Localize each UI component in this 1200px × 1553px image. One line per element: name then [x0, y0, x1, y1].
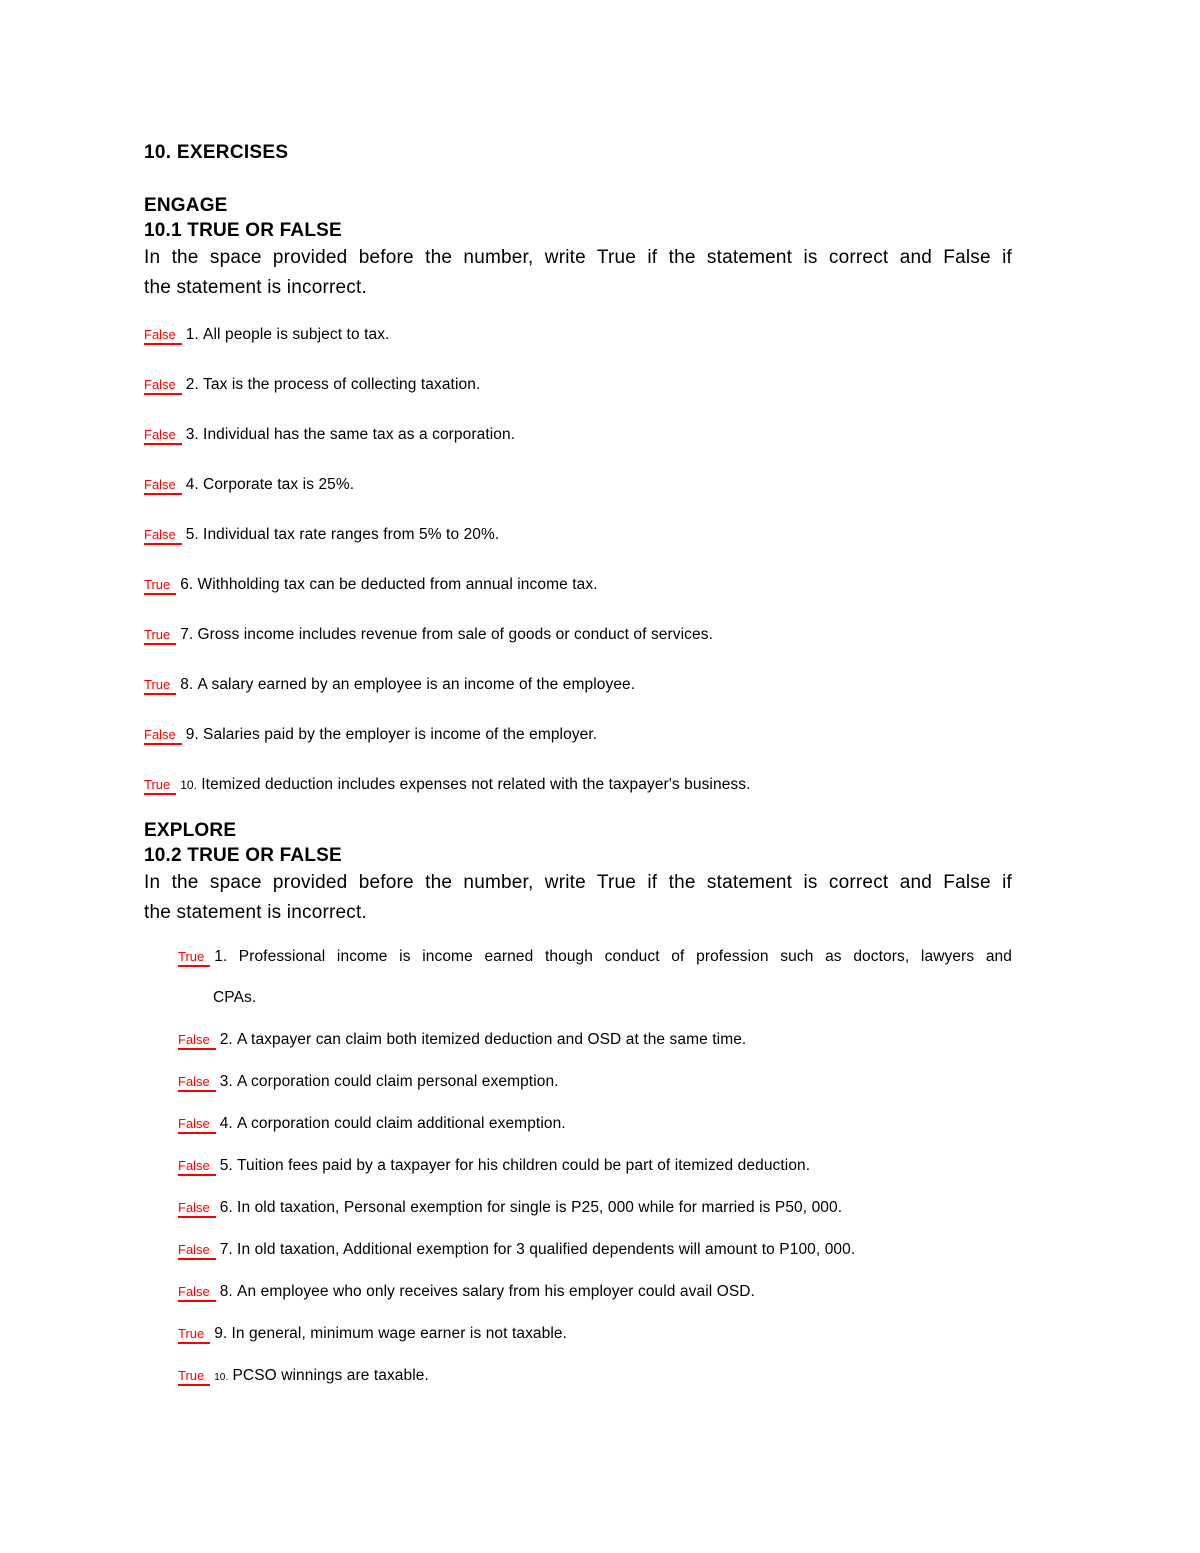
statement-number: 5. — [219, 1157, 233, 1174]
answer-blank: False — [178, 1284, 216, 1302]
statement-row — [144, 475, 1012, 495]
answer-blank: True — [144, 777, 176, 795]
statement-row — [144, 325, 1012, 345]
page-title: 10. EXERCISES — [144, 142, 289, 163]
answer-blank: False — [178, 1242, 216, 1260]
statement-number: 7. — [219, 1241, 233, 1258]
statement-text: Tax is the process of collecting taxation. — [203, 376, 481, 393]
section-explore — [144, 818, 1012, 1388]
instructions-line2: the statement is incorrect. — [144, 902, 367, 923]
statement-number: 8. — [219, 1283, 233, 1300]
section-subheading: 10.2 TRUE OR FALSE — [144, 845, 342, 866]
statement-text: In old taxation, Additional exemption for 3 qualified dependents will amount to P100, 000. — [237, 1241, 856, 1258]
statement-text: A taxpayer can claim both itemized deduction and OSD at the same time. — [237, 1031, 747, 1048]
answer-blank: False — [178, 1116, 216, 1134]
answer-blank: True — [178, 949, 210, 967]
answer-blank: False — [178, 1200, 216, 1218]
statement-text: Itemized deduction includes expenses not related with the taxpayer's business. — [201, 776, 751, 793]
answer-blank: True — [144, 577, 176, 595]
statement-row — [178, 1282, 1012, 1302]
statement-number: 1. — [185, 326, 199, 343]
answer-blank: True — [144, 677, 176, 695]
answer-blank: False — [144, 727, 182, 745]
statement-row — [178, 1030, 1012, 1050]
answer-blank: True — [144, 627, 176, 645]
statement-row — [178, 1156, 1012, 1176]
statement-number: 9. — [185, 726, 199, 743]
answer-blank: False — [144, 427, 182, 445]
statement-number: 9. — [214, 1325, 228, 1342]
instructions-line1: In the space provided before the number, write True if the statement is correct and False if — [144, 247, 1012, 268]
statement-text: Salaries paid by the employer is income of the employer. — [203, 726, 598, 743]
statement-text: Tuition fees paid by a taxpayer for his children could be part of itemized deduction. — [237, 1157, 811, 1174]
statement-row — [144, 675, 1012, 695]
answer-blank: False — [144, 377, 182, 395]
statement-number: 4. — [219, 1115, 233, 1132]
statement-number: 6. — [180, 576, 194, 593]
statement-row — [144, 375, 1012, 395]
statement-number: 7. — [180, 626, 194, 643]
statement-row — [178, 1240, 1012, 1260]
statement-row — [178, 1072, 1012, 1092]
statement-number: 10. — [180, 778, 197, 792]
statement-text: Gross income includes revenue from sale of goods or conduct of services. — [197, 626, 713, 643]
statement-row — [178, 947, 1012, 1008]
statement-number: 2. — [185, 376, 199, 393]
statement-text: A corporation could claim personal exemption. — [237, 1073, 559, 1090]
answer-blank: False — [178, 1074, 216, 1092]
section-heading: EXPLORE — [144, 820, 237, 841]
statement-text: Professional income is income earned though conduct of profession such as doctors, lawyers and — [238, 948, 1012, 965]
statement-row — [178, 1198, 1012, 1218]
statement-text: All people is subject to tax. — [203, 326, 390, 343]
statement-row — [144, 425, 1012, 445]
statement-text: In old taxation, Personal exemption for single is P25, 000 while for married is P50, 000. — [237, 1199, 843, 1216]
section-heading: ENGAGE — [144, 195, 228, 216]
statement-number: 3. — [185, 426, 199, 443]
instructions — [144, 243, 1012, 303]
statement-text: Individual has the same tax as a corporation. — [203, 426, 516, 443]
answer-blank: True — [178, 1326, 210, 1344]
statement-text-continuation: CPAs. — [213, 989, 257, 1006]
answer-blank: False — [178, 1032, 216, 1050]
statement-row — [144, 525, 1012, 545]
statement-row — [144, 725, 1012, 745]
answer-blank: False — [178, 1158, 216, 1176]
statement-text: Corporate tax is 25%. — [203, 476, 355, 493]
instructions-line1: In the space provided before the number, write True if the statement is correct and False if — [144, 872, 1012, 893]
statement-row — [178, 1324, 1012, 1344]
instructions-line2: the statement is incorrect. — [144, 277, 367, 298]
statement-number: 10. — [214, 1372, 229, 1383]
statement-text: In general, minimum wage earner is not taxable. — [231, 1325, 568, 1342]
statement-number: 1. — [214, 948, 228, 965]
document-body — [144, 142, 1012, 1388]
statement-text: An employee who only receives salary from his employer could avail OSD. — [237, 1283, 756, 1300]
statement-list-10-1 — [144, 325, 1012, 795]
statement-number: 2. — [219, 1031, 233, 1048]
statement-number: 6. — [219, 1199, 233, 1216]
instructions — [144, 868, 1012, 928]
statement-number: 3. — [219, 1073, 233, 1090]
statement-text: Withholding tax can be deducted from annual income tax. — [197, 576, 598, 593]
answer-blank: False — [144, 327, 182, 345]
statement-number: 5. — [185, 526, 199, 543]
statement-row — [144, 575, 1012, 595]
answer-blank: False — [144, 477, 182, 495]
statement-text: A corporation could claim additional exemption. — [237, 1115, 566, 1132]
statement-row — [178, 1366, 1012, 1388]
section-engage — [144, 193, 1012, 795]
statement-row — [144, 625, 1012, 645]
statement-row — [144, 775, 1012, 795]
statement-text: Individual tax rate ranges from 5% to 20%. — [203, 526, 500, 543]
statement-list-10-2 — [178, 947, 1012, 1388]
section-subheading: 10.1 TRUE OR FALSE — [144, 220, 342, 241]
answer-blank: False — [144, 527, 182, 545]
statement-text: PCSO winnings are taxable. — [232, 1367, 429, 1384]
answer-blank: True — [178, 1368, 210, 1386]
statement-text: A salary earned by an employee is an income of the employee. — [197, 676, 636, 693]
statement-row — [178, 1114, 1012, 1134]
statement-number: 8. — [180, 676, 194, 693]
statement-number: 4. — [185, 476, 199, 493]
